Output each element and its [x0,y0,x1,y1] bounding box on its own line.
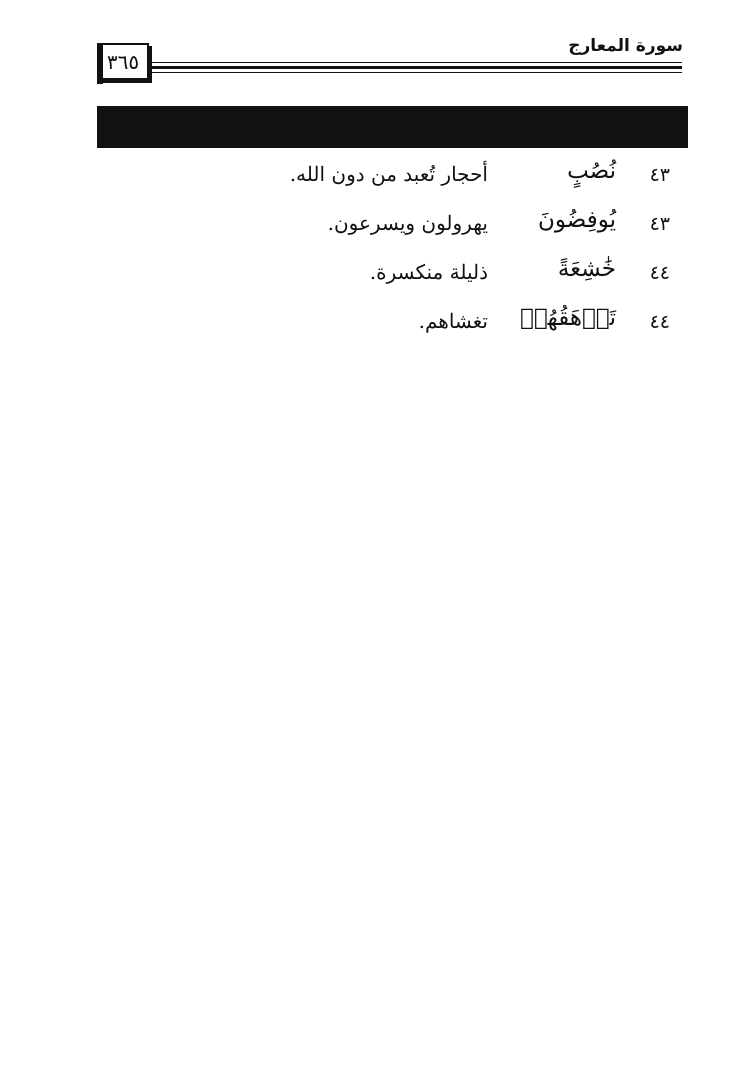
header-rule-main [150,66,682,69]
quran-word: يُوفِضُونَ [538,207,616,233]
word-meaning: يهرولون ويسرعون. [327,211,488,235]
verse-number: ٤٣ [649,164,670,186]
page-number-bar [97,43,103,84]
verse-number: ٤٤ [649,311,670,333]
glossary-list [97,158,688,354]
glossary-row [97,207,688,256]
table-header-band [97,106,688,148]
word-meaning: ذليلة منكسرة. [369,260,488,284]
verse-number: ٤٣ [649,213,670,235]
verse-number: ٤٤ [649,262,670,284]
quran-word: نُصُبٍ [567,158,616,184]
page-number: ٣٦٥ [106,49,140,74]
glossary-row [97,256,688,305]
page-number-box [97,43,149,80]
surah-title: سورة المعارج [568,36,683,56]
header-rule-bottom [150,72,682,73]
word-meaning: أحجار تُعبد من دون الله. [289,162,488,186]
header-rule-top [150,62,682,63]
glossary-row [97,158,688,207]
word-meaning: تغشاهم. [418,309,488,333]
glossary-row [97,305,688,354]
quran-word: خَٰشِعَةً [557,256,616,282]
quran-word: تَرۡهَقُهُمۡ [520,305,616,331]
